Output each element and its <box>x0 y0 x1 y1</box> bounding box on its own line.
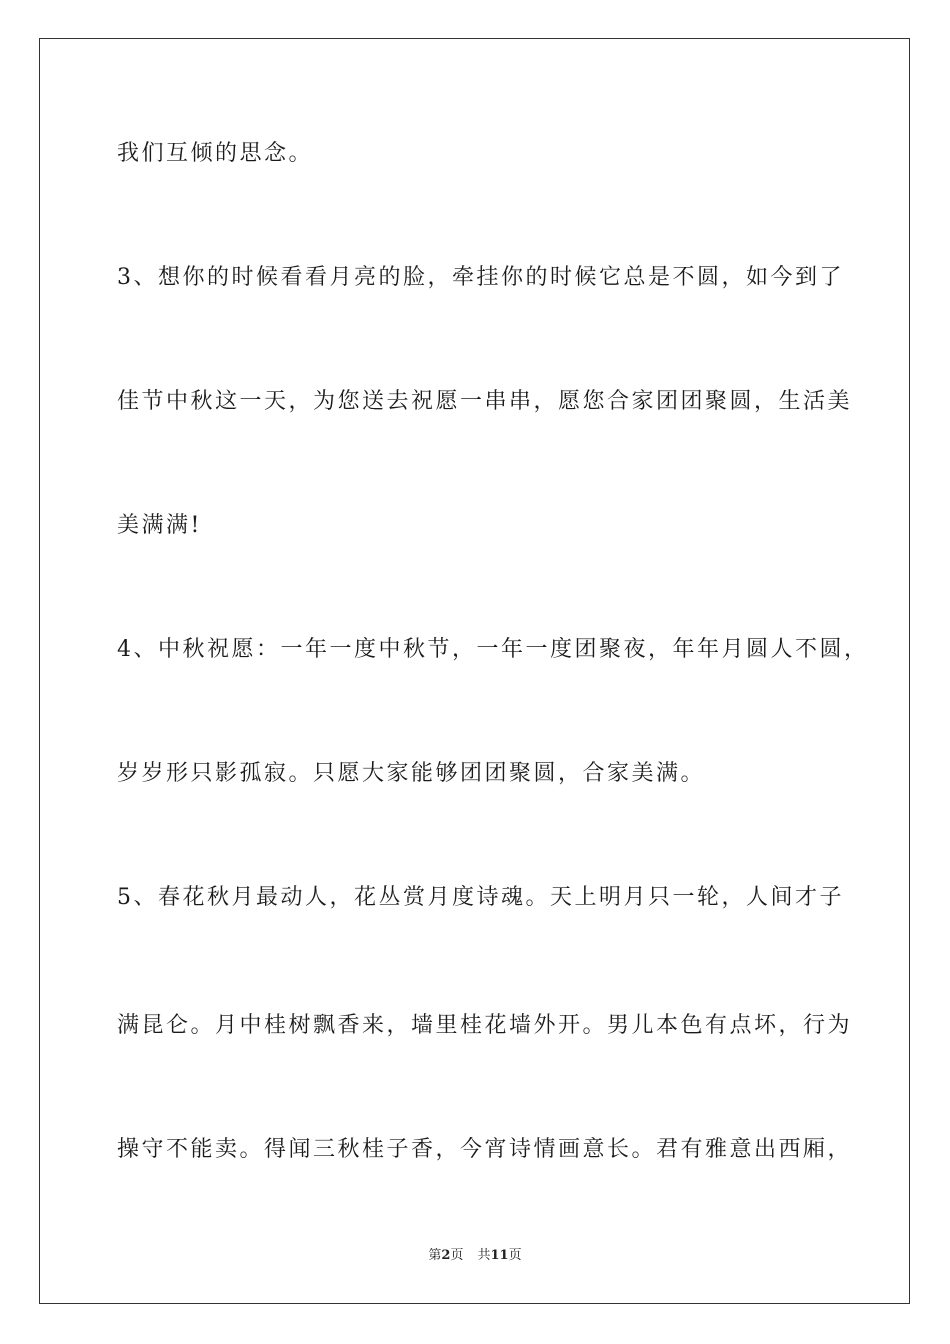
total-pages-label: 共11页 <box>477 1248 522 1263</box>
text-line-7: 5、春花秋月最动人，花丛赏月度诗魂。天上明月只一轮，人间才子 <box>117 885 844 910</box>
text-line-5: 4、中秋祝愿：一年一度中秋节，一年一度团聚夜，年年月圆人不圆， <box>117 637 869 662</box>
text-line-8: 满昆仑。月中桂树飘香来，墙里桂花墙外开。男儿本色有点坏，行为 <box>117 1013 853 1038</box>
text-line-1: 我们互倾的思念。 <box>117 141 314 166</box>
page-border <box>39 38 910 1304</box>
text-line-6: 岁岁形只影孤寂。只愿大家能够团团聚圆，合家美满。 <box>117 761 706 786</box>
text-line-2: 3、想你的时候看看月亮的脸，牵挂你的时候它总是不圆，如今到了 <box>117 265 844 290</box>
text-line-4: 美满满! <box>117 513 202 538</box>
text-line-3: 佳节中秋这一天，为您送去祝愿一串串，愿您合家团团聚圆，生活美 <box>117 389 853 414</box>
text-line-9: 操守不能卖。得闻三秋桂子香，今宵诗情画意长。君有雅意出西厢， <box>117 1137 853 1162</box>
page-footer <box>0 1248 950 1264</box>
page-label: 第2页 <box>428 1248 464 1263</box>
